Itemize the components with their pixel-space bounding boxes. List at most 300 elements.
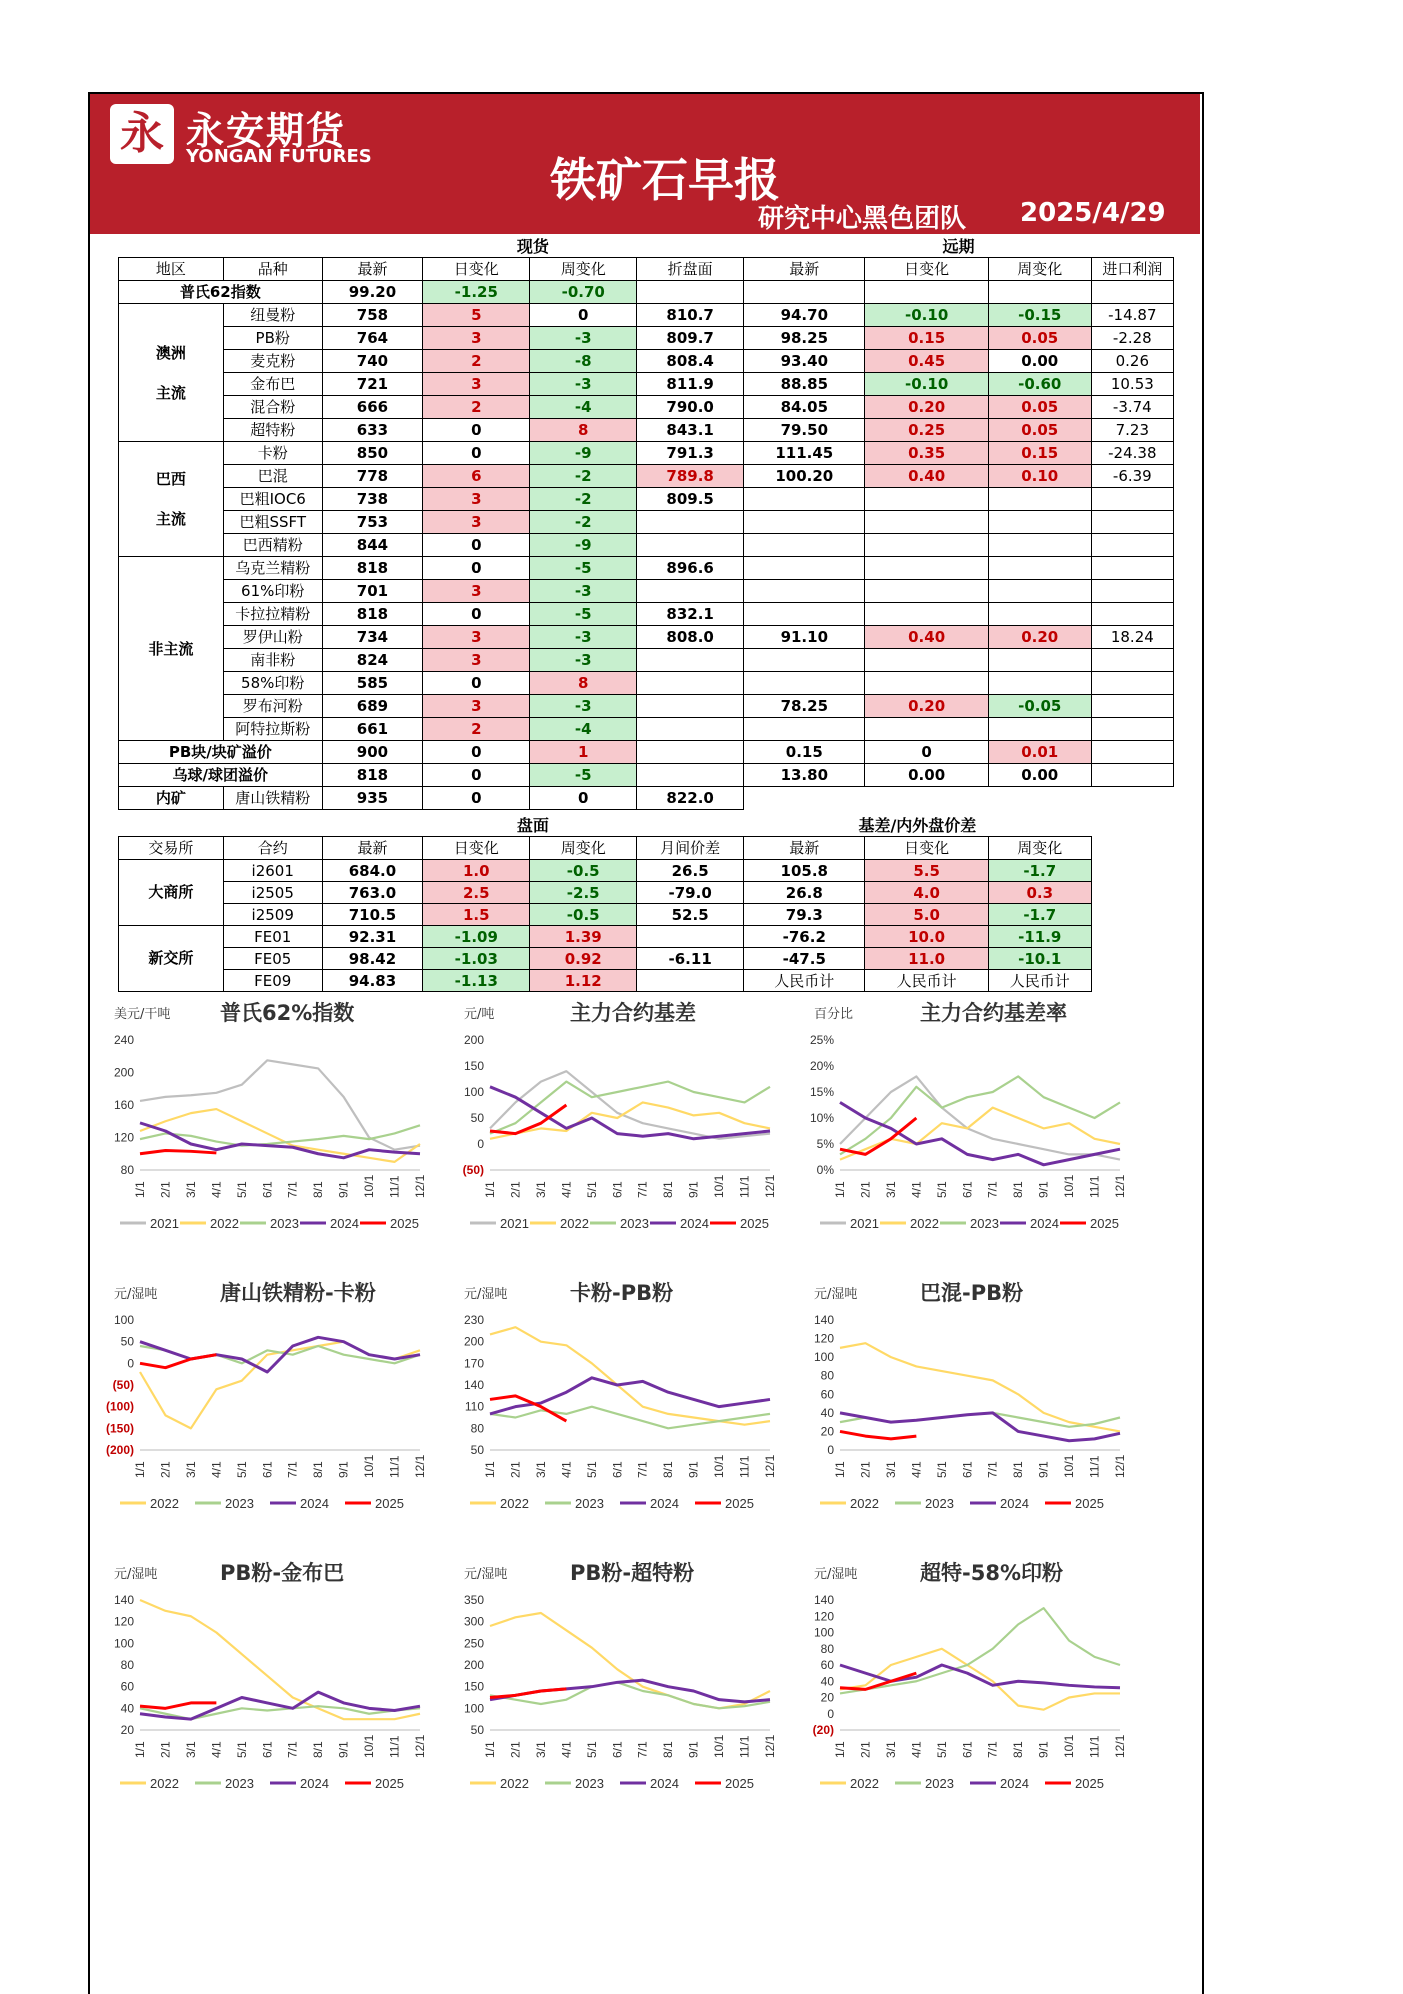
spot-latest: 818 bbox=[322, 603, 423, 626]
legend-label: 2022 bbox=[150, 1776, 179, 1791]
converted-price bbox=[637, 718, 744, 741]
chart-c5 bbox=[450, 1275, 780, 1525]
domestic-latest: 935 bbox=[322, 787, 423, 810]
x-tick-label: 10/1 bbox=[1062, 1734, 1077, 1758]
chart-title: PB粉-超特粉 bbox=[570, 1561, 695, 1585]
spot-latest: 740 bbox=[322, 350, 423, 373]
y-tick-label: 40 bbox=[820, 1674, 834, 1689]
legend-label: 2023 bbox=[970, 1216, 999, 1231]
chart-svg bbox=[100, 1555, 430, 1805]
basis-latest: 人民币计 bbox=[744, 970, 865, 992]
x-tick-label: 12/1 bbox=[413, 1454, 427, 1478]
legend-label: 2022 bbox=[150, 1496, 179, 1511]
spot-latest: 661 bbox=[322, 718, 423, 741]
spot-day-change: 3 bbox=[423, 626, 530, 649]
series-line-2024 bbox=[140, 1337, 420, 1372]
legend-label: 2025 bbox=[375, 1776, 404, 1791]
forward-day-change: 0.45 bbox=[865, 350, 988, 373]
product-name: 超特粉 bbox=[223, 419, 322, 442]
basis-latest: -76.2 bbox=[744, 926, 865, 948]
forward-week-change: 0.05 bbox=[988, 327, 1091, 350]
y-tick-label: 200 bbox=[463, 1658, 484, 1672]
contract-latest: 710.5 bbox=[322, 904, 423, 926]
spot-week-change: -3 bbox=[530, 626, 637, 649]
contract-day: 1.5 bbox=[423, 904, 530, 926]
spot-latest: 758 bbox=[322, 304, 423, 327]
logo-en-text: YONGAN FUTURES bbox=[186, 146, 372, 167]
chart-svg bbox=[450, 1275, 780, 1525]
y-tick-label: 20 bbox=[120, 1723, 134, 1737]
premium-week: 1 bbox=[530, 741, 637, 764]
legend-label: 2022 bbox=[850, 1776, 879, 1791]
chart-title: 巴混-PB粉 bbox=[920, 1281, 1024, 1305]
spot-week-change: -5 bbox=[530, 603, 637, 626]
y-tick-label: 140 bbox=[813, 1593, 834, 1607]
x-tick-label: 1/1 bbox=[133, 1461, 147, 1478]
y-tick-label: 120 bbox=[813, 1609, 834, 1624]
forward-latest: 93.40 bbox=[744, 350, 865, 373]
spot-week-change: -3 bbox=[530, 580, 637, 603]
import-profit: -2.28 bbox=[1091, 327, 1173, 350]
spot-row bbox=[119, 718, 1174, 741]
contract-latest: 92.31 bbox=[322, 926, 423, 948]
col-header: 日变化 bbox=[865, 258, 988, 281]
x-tick-label: 3/1 bbox=[183, 1461, 198, 1478]
converted-price: 808.0 bbox=[637, 626, 744, 649]
import-profit bbox=[1091, 534, 1173, 557]
y-tick-label: 230 bbox=[463, 1313, 484, 1327]
y-tick-label: 200 bbox=[463, 1033, 484, 1047]
converted-price bbox=[637, 511, 744, 534]
spot-week-change: -2 bbox=[530, 465, 637, 488]
contract-week: -0.5 bbox=[530, 860, 637, 882]
y-tick-label: 50 bbox=[120, 1334, 134, 1349]
product-name: 阿特拉斯粉 bbox=[223, 718, 322, 741]
product-name: 金布巴 bbox=[223, 373, 322, 396]
x-tick-label: 2/1 bbox=[508, 1181, 523, 1198]
forward-latest: 84.05 bbox=[744, 396, 865, 419]
y-tick-label: 100 bbox=[813, 1625, 834, 1640]
legend-label: 2024 bbox=[300, 1776, 329, 1791]
x-tick-label: 3/1 bbox=[533, 1461, 548, 1478]
legend-label: 2023 bbox=[925, 1496, 954, 1511]
y-tick-label: 170 bbox=[463, 1356, 484, 1371]
spot-day-change: 3 bbox=[423, 511, 530, 534]
spot-row bbox=[119, 695, 1174, 718]
x-tick-label: 3/1 bbox=[533, 1741, 548, 1758]
futures-group-header: 远期 bbox=[744, 235, 1174, 258]
y-tick-label: (50) bbox=[462, 1163, 484, 1177]
y-tick-label: 60 bbox=[820, 1387, 834, 1402]
spot-latest: 850 bbox=[322, 442, 423, 465]
region-label: 非主流 bbox=[148, 639, 194, 658]
basis-week: 0.3 bbox=[988, 882, 1091, 904]
converted-price: 809.5 bbox=[637, 488, 744, 511]
y-tick-label: 200 bbox=[113, 1065, 134, 1080]
import-profit bbox=[1091, 649, 1173, 672]
forward-latest: 88.85 bbox=[744, 373, 865, 396]
product-name: 巴混 bbox=[223, 465, 322, 488]
product-name: 巴粗SSFT bbox=[223, 511, 322, 534]
legend-label: 2022 bbox=[850, 1496, 879, 1511]
x-tick-label: 3/1 bbox=[883, 1181, 898, 1198]
spot-column-headers bbox=[119, 258, 1174, 281]
legend-label: 2024 bbox=[680, 1216, 709, 1231]
region-cell bbox=[119, 557, 224, 741]
x-tick-label: 10/1 bbox=[712, 1174, 727, 1198]
legend-label: 2023 bbox=[225, 1496, 254, 1511]
import-profit bbox=[1091, 695, 1173, 718]
col-header: 最新 bbox=[322, 837, 423, 860]
legend-label: 2025 bbox=[390, 1216, 419, 1231]
x-tick-label: 8/1 bbox=[1011, 1461, 1026, 1478]
y-tick-label: 200 bbox=[463, 1334, 484, 1349]
y-tick-label: 0% bbox=[816, 1163, 834, 1177]
forward-day-change: -0.10 bbox=[865, 304, 988, 327]
col-header: 最新 bbox=[744, 837, 865, 860]
series-line-2022 bbox=[140, 1600, 420, 1719]
x-tick-label: 2/1 bbox=[858, 1461, 873, 1478]
spot-latest: 689 bbox=[322, 695, 423, 718]
platts-index-row bbox=[119, 281, 1174, 304]
spot-latest: 844 bbox=[322, 534, 423, 557]
legend-label: 2024 bbox=[650, 1776, 679, 1791]
chart-unit: 元/湿吨 bbox=[464, 1287, 508, 1302]
contract-name: FE01 bbox=[223, 926, 322, 948]
forward-day-change bbox=[865, 603, 988, 626]
import-profit bbox=[1091, 603, 1173, 626]
converted-price: 790.0 bbox=[637, 396, 744, 419]
forward-week-change: -0.60 bbox=[988, 373, 1091, 396]
legend-label: 2024 bbox=[1030, 1216, 1059, 1231]
forward-latest: 78.25 bbox=[744, 695, 865, 718]
basis-week: -1.7 bbox=[988, 860, 1091, 882]
x-tick-label: 6/1 bbox=[960, 1741, 975, 1758]
chart-svg bbox=[800, 1555, 1130, 1805]
x-tick-label: 12/1 bbox=[1113, 1454, 1127, 1478]
col-header: 进口利润 bbox=[1091, 258, 1173, 281]
premium-name: 乌球/球团溢价 bbox=[119, 764, 323, 787]
y-tick-label: 100 bbox=[113, 1636, 134, 1651]
x-tick-label: 10/1 bbox=[712, 1734, 727, 1758]
spot-row bbox=[119, 603, 1174, 626]
converted-price bbox=[637, 580, 744, 603]
legend-label: 2022 bbox=[560, 1216, 589, 1231]
legend-label: 2022 bbox=[210, 1216, 239, 1231]
x-tick-label: 1/1 bbox=[483, 1181, 497, 1198]
report-header bbox=[90, 94, 1200, 234]
import-profit bbox=[1091, 580, 1173, 603]
x-tick-label: 8/1 bbox=[311, 1181, 326, 1198]
x-tick-label: 9/1 bbox=[686, 1741, 701, 1758]
forward-latest bbox=[744, 534, 865, 557]
spot-day-change: 3 bbox=[423, 649, 530, 672]
col-header: 交易所 bbox=[119, 837, 224, 860]
forward-latest bbox=[744, 603, 865, 626]
forward-week-change: 0.05 bbox=[988, 396, 1091, 419]
chart-c4 bbox=[100, 1275, 430, 1525]
contract-latest: 94.83 bbox=[322, 970, 423, 992]
import-profit bbox=[1091, 718, 1173, 741]
chart-c2 bbox=[450, 995, 780, 1245]
domestic-day: 0 bbox=[423, 787, 530, 810]
y-tick-label: 15% bbox=[809, 1085, 834, 1099]
legend-label: 2023 bbox=[925, 1776, 954, 1791]
report-title: 铁矿石早报 bbox=[550, 153, 780, 207]
x-tick-label: 10/1 bbox=[362, 1734, 377, 1758]
premium-latest: 818 bbox=[322, 764, 423, 787]
spot-latest: 778 bbox=[322, 465, 423, 488]
chart-title: 主力合约基差率 bbox=[920, 1001, 1067, 1025]
chart-title: 卡粉-PB粉 bbox=[570, 1281, 674, 1305]
chart-unit: 元/湿吨 bbox=[464, 1567, 508, 1582]
chart-svg bbox=[800, 995, 1130, 1245]
converted-price bbox=[637, 534, 744, 557]
chart-title: 唐山铁精粉-卡粉 bbox=[220, 1281, 376, 1305]
forward-week-change bbox=[988, 557, 1091, 580]
contract-latest: 763.0 bbox=[322, 882, 423, 904]
index-latest: 99.20 bbox=[322, 281, 423, 304]
forward-day-change: 0.15 bbox=[865, 327, 988, 350]
forward-latest: 91.10 bbox=[744, 626, 865, 649]
legend-label: 2023 bbox=[270, 1216, 299, 1231]
series-line-2025 bbox=[840, 1431, 916, 1438]
legend-label: 2023 bbox=[225, 1776, 254, 1791]
premium-f-latest: 0.15 bbox=[744, 741, 865, 764]
series-line-2023 bbox=[490, 1682, 770, 1708]
x-tick-label: 12/1 bbox=[1113, 1174, 1127, 1198]
x-tick-label: 7/1 bbox=[635, 1461, 650, 1478]
x-tick-label: 2/1 bbox=[858, 1181, 873, 1198]
col-header: 周变化 bbox=[988, 258, 1091, 281]
x-tick-label: 5/1 bbox=[584, 1181, 599, 1198]
basis-day: 4.0 bbox=[865, 882, 988, 904]
contract-week: 1.39 bbox=[530, 926, 637, 948]
chart-unit: 元/湿吨 bbox=[114, 1287, 158, 1302]
product-name: 混合粉 bbox=[223, 396, 322, 419]
x-tick-label: 5/1 bbox=[934, 1741, 949, 1758]
basis-latest: 105.8 bbox=[744, 860, 865, 882]
x-tick-label: 12/1 bbox=[763, 1454, 777, 1478]
y-tick-label: 0 bbox=[477, 1137, 484, 1151]
region-label: 主流 bbox=[155, 383, 186, 402]
col-header: 品种 bbox=[223, 258, 322, 281]
legend-label: 2025 bbox=[375, 1496, 404, 1511]
x-tick-label: 10/1 bbox=[1062, 1174, 1077, 1198]
legend-label: 2021 bbox=[150, 1216, 179, 1231]
forward-latest bbox=[744, 649, 865, 672]
legend-label: 2025 bbox=[725, 1496, 754, 1511]
x-tick-label: 7/1 bbox=[285, 1181, 300, 1198]
exchange-cell: 新交所 bbox=[119, 926, 224, 992]
forward-day-change bbox=[865, 488, 988, 511]
x-tick-label: 6/1 bbox=[960, 1461, 975, 1478]
chart-unit: 元/湿吨 bbox=[814, 1287, 858, 1302]
forward-latest bbox=[744, 511, 865, 534]
y-tick-label: 100 bbox=[813, 1350, 834, 1365]
spot-day-change: 5 bbox=[423, 304, 530, 327]
yongan-logo-icon: 永 bbox=[110, 104, 174, 164]
spot-week-change: 8 bbox=[530, 419, 637, 442]
spot-week-change: -2 bbox=[530, 511, 637, 534]
legend-label: 2025 bbox=[725, 1776, 754, 1791]
forward-day-change bbox=[865, 649, 988, 672]
chart-c1 bbox=[100, 995, 430, 1245]
x-tick-label: 8/1 bbox=[1011, 1741, 1026, 1758]
product-name: 南非粉 bbox=[223, 649, 322, 672]
spot-latest: 818 bbox=[322, 557, 423, 580]
converted-price: 843.1 bbox=[637, 419, 744, 442]
spot-row bbox=[119, 488, 1174, 511]
y-tick-label: 150 bbox=[463, 1679, 484, 1694]
basis-day: 11.0 bbox=[865, 948, 988, 970]
x-tick-label: 7/1 bbox=[285, 1741, 300, 1758]
converted-price: 789.8 bbox=[637, 465, 744, 488]
spot-group-header: 现货 bbox=[322, 235, 744, 258]
import-profit: -24.38 bbox=[1091, 442, 1173, 465]
x-tick-label: 12/1 bbox=[413, 1174, 427, 1198]
basis-week: -1.7 bbox=[988, 904, 1091, 926]
y-tick-label: 100 bbox=[463, 1085, 484, 1099]
forward-day-change: 0.20 bbox=[865, 396, 988, 419]
legend-label: 2022 bbox=[500, 1496, 529, 1511]
forward-day-change bbox=[865, 534, 988, 557]
month-spread: 26.5 bbox=[637, 860, 744, 882]
chart-svg bbox=[450, 1555, 780, 1805]
legend-label: 2024 bbox=[300, 1496, 329, 1511]
import-profit: 10.53 bbox=[1091, 373, 1173, 396]
futures-rows bbox=[119, 860, 1174, 992]
x-tick-label: 9/1 bbox=[336, 1181, 351, 1198]
x-tick-label: 6/1 bbox=[610, 1461, 625, 1478]
y-tick-label: 80 bbox=[820, 1641, 834, 1656]
x-tick-label: 7/1 bbox=[985, 1181, 1000, 1198]
forward-latest: 79.50 bbox=[744, 419, 865, 442]
region-label: 澳洲 bbox=[155, 343, 186, 362]
spot-latest: 633 bbox=[322, 419, 423, 442]
x-tick-label: 7/1 bbox=[285, 1461, 300, 1478]
legend-label: 2024 bbox=[330, 1216, 359, 1231]
domestic-conv: 822.0 bbox=[637, 787, 744, 810]
converted-price: 809.7 bbox=[637, 327, 744, 350]
spot-row bbox=[119, 672, 1174, 695]
import-profit: 0.26 bbox=[1091, 350, 1173, 373]
premium-f-week: 0.01 bbox=[988, 741, 1091, 764]
spot-day-change: 3 bbox=[423, 695, 530, 718]
import-profit bbox=[1091, 672, 1173, 695]
legend-label: 2025 bbox=[1075, 1496, 1104, 1511]
y-tick-label: (20) bbox=[812, 1723, 834, 1737]
x-tick-label: 2/1 bbox=[508, 1461, 523, 1478]
x-tick-label: 5/1 bbox=[934, 1181, 949, 1198]
spot-week-change: -4 bbox=[530, 396, 637, 419]
y-tick-label: 100 bbox=[463, 1701, 484, 1716]
legend-label: 2025 bbox=[740, 1216, 769, 1231]
col-header: 日变化 bbox=[865, 837, 988, 860]
series-line-2022 bbox=[840, 1343, 1120, 1431]
premium-week: -5 bbox=[530, 764, 637, 787]
spot-week-change: -4 bbox=[530, 718, 637, 741]
x-tick-label: 5/1 bbox=[934, 1461, 949, 1478]
forward-latest bbox=[744, 580, 865, 603]
spot-latest: 666 bbox=[322, 396, 423, 419]
chart-svg bbox=[100, 995, 430, 1245]
contract-name: i2509 bbox=[223, 904, 322, 926]
spot-row bbox=[119, 442, 1174, 465]
y-tick-label: (150) bbox=[105, 1421, 134, 1436]
contract-day: 1.0 bbox=[423, 860, 530, 882]
product-name: 巴粗IOC6 bbox=[223, 488, 322, 511]
forward-day-change bbox=[865, 557, 988, 580]
series-line-2021 bbox=[490, 1071, 770, 1139]
legend-label: 2025 bbox=[1090, 1216, 1119, 1231]
x-tick-label: 11/1 bbox=[737, 1735, 752, 1758]
spot-day-change: 0 bbox=[423, 442, 530, 465]
legend-label: 2024 bbox=[1000, 1496, 1029, 1511]
chart-unit: 元/湿吨 bbox=[114, 1567, 158, 1582]
x-tick-label: 2/1 bbox=[158, 1181, 173, 1198]
legend-label: 2022 bbox=[500, 1776, 529, 1791]
domestic-week: 0 bbox=[530, 787, 637, 810]
spot-day-change: 3 bbox=[423, 327, 530, 350]
chart-c6 bbox=[800, 1275, 1130, 1525]
forward-latest bbox=[744, 488, 865, 511]
y-tick-label: 40 bbox=[120, 1701, 134, 1716]
x-tick-label: 11/1 bbox=[387, 1455, 402, 1478]
forward-week-change: -0.15 bbox=[988, 304, 1091, 327]
x-tick-label: 9/1 bbox=[686, 1461, 701, 1478]
product-name: PB粉 bbox=[223, 327, 322, 350]
forward-week-change bbox=[988, 488, 1091, 511]
chart-c3 bbox=[800, 995, 1130, 1245]
spot-day-change: 0 bbox=[423, 419, 530, 442]
x-tick-label: 2/1 bbox=[158, 1461, 173, 1478]
col-header: 周变化 bbox=[988, 837, 1091, 860]
y-tick-label: (100) bbox=[105, 1399, 134, 1414]
forward-week-change bbox=[988, 718, 1091, 741]
chart-svg bbox=[800, 1275, 1130, 1525]
y-tick-label: (50) bbox=[112, 1378, 134, 1392]
product-name: 卡拉拉精粉 bbox=[223, 603, 322, 626]
region-label: 主流 bbox=[155, 510, 186, 528]
col-header: 折盘面 bbox=[637, 258, 744, 281]
contract-day: 2.5 bbox=[423, 882, 530, 904]
x-tick-label: 9/1 bbox=[1036, 1461, 1051, 1478]
series-line-2025 bbox=[140, 1151, 216, 1154]
legend-label: 2022 bbox=[910, 1216, 939, 1231]
spot-row bbox=[119, 626, 1174, 649]
col-header: 地区 bbox=[119, 258, 224, 281]
chart-title: PB粉-金布巴 bbox=[220, 1561, 345, 1585]
x-tick-label: 1/1 bbox=[833, 1181, 847, 1198]
forward-day-change: 0.20 bbox=[865, 695, 988, 718]
x-tick-label: 6/1 bbox=[610, 1181, 625, 1198]
forward-week-change bbox=[988, 672, 1091, 695]
spot-day-change: 0 bbox=[423, 672, 530, 695]
basis-day: 5.5 bbox=[865, 860, 988, 882]
month-spread: 52.5 bbox=[637, 904, 744, 926]
futures-row bbox=[119, 970, 1174, 992]
futures-row bbox=[119, 926, 1174, 948]
futures-row bbox=[119, 882, 1174, 904]
x-tick-label: 6/1 bbox=[960, 1181, 975, 1198]
x-tick-label: 3/1 bbox=[883, 1461, 898, 1478]
x-tick-label: 8/1 bbox=[661, 1741, 676, 1758]
col-header: 周变化 bbox=[530, 258, 637, 281]
y-tick-label: 100 bbox=[113, 1313, 134, 1327]
spot-week-change: -9 bbox=[530, 534, 637, 557]
y-tick-label: 120 bbox=[113, 1614, 134, 1629]
